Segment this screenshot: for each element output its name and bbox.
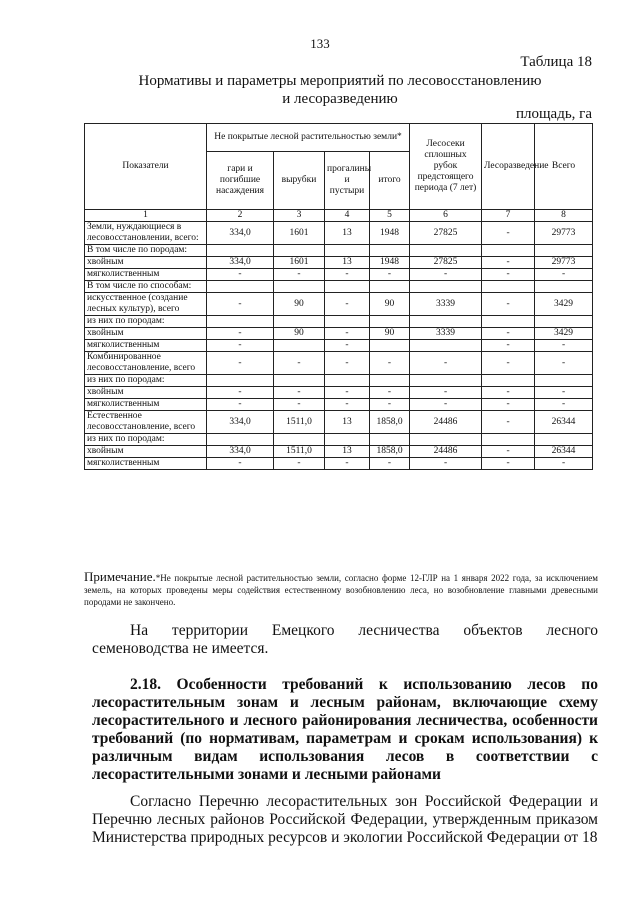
row-value: - [325,340,370,352]
row-value [482,281,535,293]
row-value: - [410,352,482,375]
header-indicators: Показатели [85,124,207,210]
table-title [60,72,620,108]
row-value: 1948 [370,257,410,269]
row-value: 26344 [535,411,593,434]
table-note [84,571,598,608]
row-value [274,316,325,328]
row-value [207,245,274,257]
row-label: из них по породам: [85,434,207,446]
row-value: - [370,387,410,399]
row-value: 1511,0 [274,446,325,458]
row-value: - [207,399,274,411]
row-value: 1601 [274,222,325,245]
row-value: - [325,458,370,470]
row-value [410,340,482,352]
row-value [207,316,274,328]
row-value: 26344 [535,446,593,458]
row-value: - [325,387,370,399]
row-value: - [325,352,370,375]
column-number: 3 [274,210,325,222]
row-label: искусственное (создание лесных культур), всего [85,293,207,316]
row-value [274,434,325,446]
table-row [85,328,593,340]
row-value: - [274,399,325,411]
row-value [410,375,482,387]
row-value [370,316,410,328]
row-value: - [535,399,593,411]
row-value [410,281,482,293]
row-value: 90 [274,293,325,316]
table-row [85,245,593,257]
row-label: хвойным [85,257,207,269]
row-label: Естественное лесовосстановление, всего [85,411,207,434]
row-value [410,245,482,257]
row-value [482,434,535,446]
row-value: - [410,458,482,470]
row-value [410,316,482,328]
row-value [207,281,274,293]
row-value: 90 [274,328,325,340]
row-value: - [274,352,325,375]
norms-table [84,123,593,470]
row-value: 29773 [535,257,593,269]
row-value: 24486 [410,411,482,434]
row-value [325,245,370,257]
row-value: 3339 [410,328,482,340]
row-value: - [207,328,274,340]
row-label: из них по породам: [85,375,207,387]
column-number: 2 [207,210,274,222]
table-row [85,293,593,316]
page-number: 133 [310,36,330,51]
row-value: 13 [325,257,370,269]
row-value: 1511,0 [274,411,325,434]
row-label: хвойным [85,446,207,458]
header-glades: прогалины и пустыри [325,152,370,210]
row-value: 334,0 [207,446,274,458]
column-number: 7 [482,210,535,222]
row-value: - [482,352,535,375]
row-value [535,316,593,328]
table-title-line2: и лесоразведению [282,91,398,107]
table-label: Таблица 18 [520,54,592,70]
row-value: - [482,446,535,458]
row-value: - [274,387,325,399]
header-all: Всего [535,124,593,210]
row-value [370,340,410,352]
row-label: В том числе по породам: [85,245,207,257]
row-value: 13 [325,222,370,245]
row-value [274,340,325,352]
table-row [85,316,593,328]
row-value: - [207,269,274,281]
note-head: Примечание. [84,569,156,584]
row-label: мягколиственным [85,399,207,411]
row-value: 90 [370,293,410,316]
row-label: мягколиственным [85,458,207,470]
header-group-uncovered: Не покрытые лесной растительностью земли* [207,124,410,152]
row-value: - [207,387,274,399]
row-value: - [482,458,535,470]
row-value: - [410,269,482,281]
table-row [85,257,593,269]
table-row [85,352,593,375]
row-value: 90 [370,328,410,340]
row-value: - [482,387,535,399]
row-value [325,281,370,293]
row-value [325,316,370,328]
row-value: 29773 [535,222,593,245]
row-value [207,434,274,446]
paragraph-seed-objects: На территории Емецкого лесничества объектов лесного семеноводства не имеется. [92,622,598,657]
row-value: - [370,458,410,470]
table-row [85,269,593,281]
table-row [85,411,593,434]
row-value: - [207,340,274,352]
row-value: - [325,328,370,340]
header-burned: гари и погибшие насаждения [207,152,274,210]
table-row [85,340,593,352]
table-row [85,458,593,470]
row-label: мягколиственным [85,340,207,352]
row-value [370,375,410,387]
table-row [85,375,593,387]
row-value: - [207,352,274,375]
row-value: 334,0 [207,222,274,245]
row-value [370,245,410,257]
row-value [535,245,593,257]
row-value: - [482,399,535,411]
row-value: 24486 [410,446,482,458]
table-row [85,446,593,458]
column-number: 5 [370,210,410,222]
row-value: 13 [325,446,370,458]
row-value: - [325,293,370,316]
table-title-line1: Нормативы и параметры мероприятий по лесовосстановлению [138,73,542,89]
row-value: 334,0 [207,411,274,434]
table-row [85,222,593,245]
row-value: - [482,257,535,269]
header-total: итого [370,152,410,210]
header-clearcuts: вырубки [274,152,325,210]
row-value: - [535,458,593,470]
row-value: 1858,0 [370,411,410,434]
column-number: 1 [85,210,207,222]
row-label: Комбинированное лесовосстановление, всего [85,352,207,375]
row-value: 1858,0 [370,446,410,458]
row-label: из них по породам: [85,316,207,328]
row-value: - [535,269,593,281]
row-value: - [410,399,482,411]
row-value [535,281,593,293]
column-number: 6 [410,210,482,222]
row-value: - [482,411,535,434]
row-value: - [370,399,410,411]
row-value: - [535,387,593,399]
row-value: - [207,293,274,316]
row-label: Земли, нуждающиеся в лесовосстановлении, всего: [85,222,207,245]
paragraph-forest-zones: Согласно Перечню лесорастительных зон Российской Федерации и Перечню лесных районов Российской Федерации, утвержденным приказом Министерства природных ресурсов и экологии Российской Федерации от 18 [92,793,598,846]
unit-label: площадь, га [515,106,592,122]
row-value: 3429 [535,328,593,340]
row-value [274,375,325,387]
row-value [370,281,410,293]
table-row [85,387,593,399]
row-value: 1601 [274,257,325,269]
row-value: - [482,269,535,281]
column-number: 8 [535,210,593,222]
row-value [274,245,325,257]
row-value [535,434,593,446]
header-felling: Лесосеки сплошных рубок предстоящего периода (7 лет) [410,124,482,210]
row-value: 3429 [535,293,593,316]
header-afforestation: Лесоразведение [482,124,535,210]
row-value: - [370,269,410,281]
note-body: *Не покрытые лесной растительностью земли, согласно форме 12-ГЛР на 1 января 2022 года, за исключением земель, на которых проведены меры содействия естественному возобновлению леса, но возобновление главными древесными породами не закончено. [84,573,598,607]
table-body [85,222,593,470]
section-heading: 2.18. Особенности требований к использованию лесов по лесорастительным зонам и лесным районам, включающие схему лесорастительного и лесного районирования лесничества, особенности требований (по нормативам, параметрам и срокам использования) к различным видам использования лесов в соответствии с лесорастительными зонами и лесными районами [92,676,598,783]
row-value: - [482,222,535,245]
row-value [325,375,370,387]
column-number: 4 [325,210,370,222]
row-value: - [325,399,370,411]
row-value: 27825 [410,222,482,245]
row-label: хвойным [85,387,207,399]
row-value: - [482,340,535,352]
table-row [85,281,593,293]
row-value [410,434,482,446]
row-value: - [370,352,410,375]
row-value: 3339 [410,293,482,316]
row-value: - [207,458,274,470]
row-value [482,316,535,328]
row-value: - [482,293,535,316]
row-value [325,434,370,446]
table-row [85,399,593,411]
column-numbers-row [85,210,593,222]
table-row [85,434,593,446]
row-value: - [274,458,325,470]
row-value: 334,0 [207,257,274,269]
row-value: - [535,340,593,352]
row-value [274,281,325,293]
row-value: 13 [325,411,370,434]
row-value [207,375,274,387]
row-value: - [482,328,535,340]
row-value [482,245,535,257]
row-value: 27825 [410,257,482,269]
row-value: - [410,387,482,399]
row-value [535,375,593,387]
row-value: - [274,269,325,281]
row-value: - [325,269,370,281]
row-value: 1948 [370,222,410,245]
row-value: - [535,352,593,375]
row-value [482,375,535,387]
row-label: мягколиственным [85,269,207,281]
row-value [370,434,410,446]
row-label: В том числе по способам: [85,281,207,293]
row-label: хвойным [85,328,207,340]
